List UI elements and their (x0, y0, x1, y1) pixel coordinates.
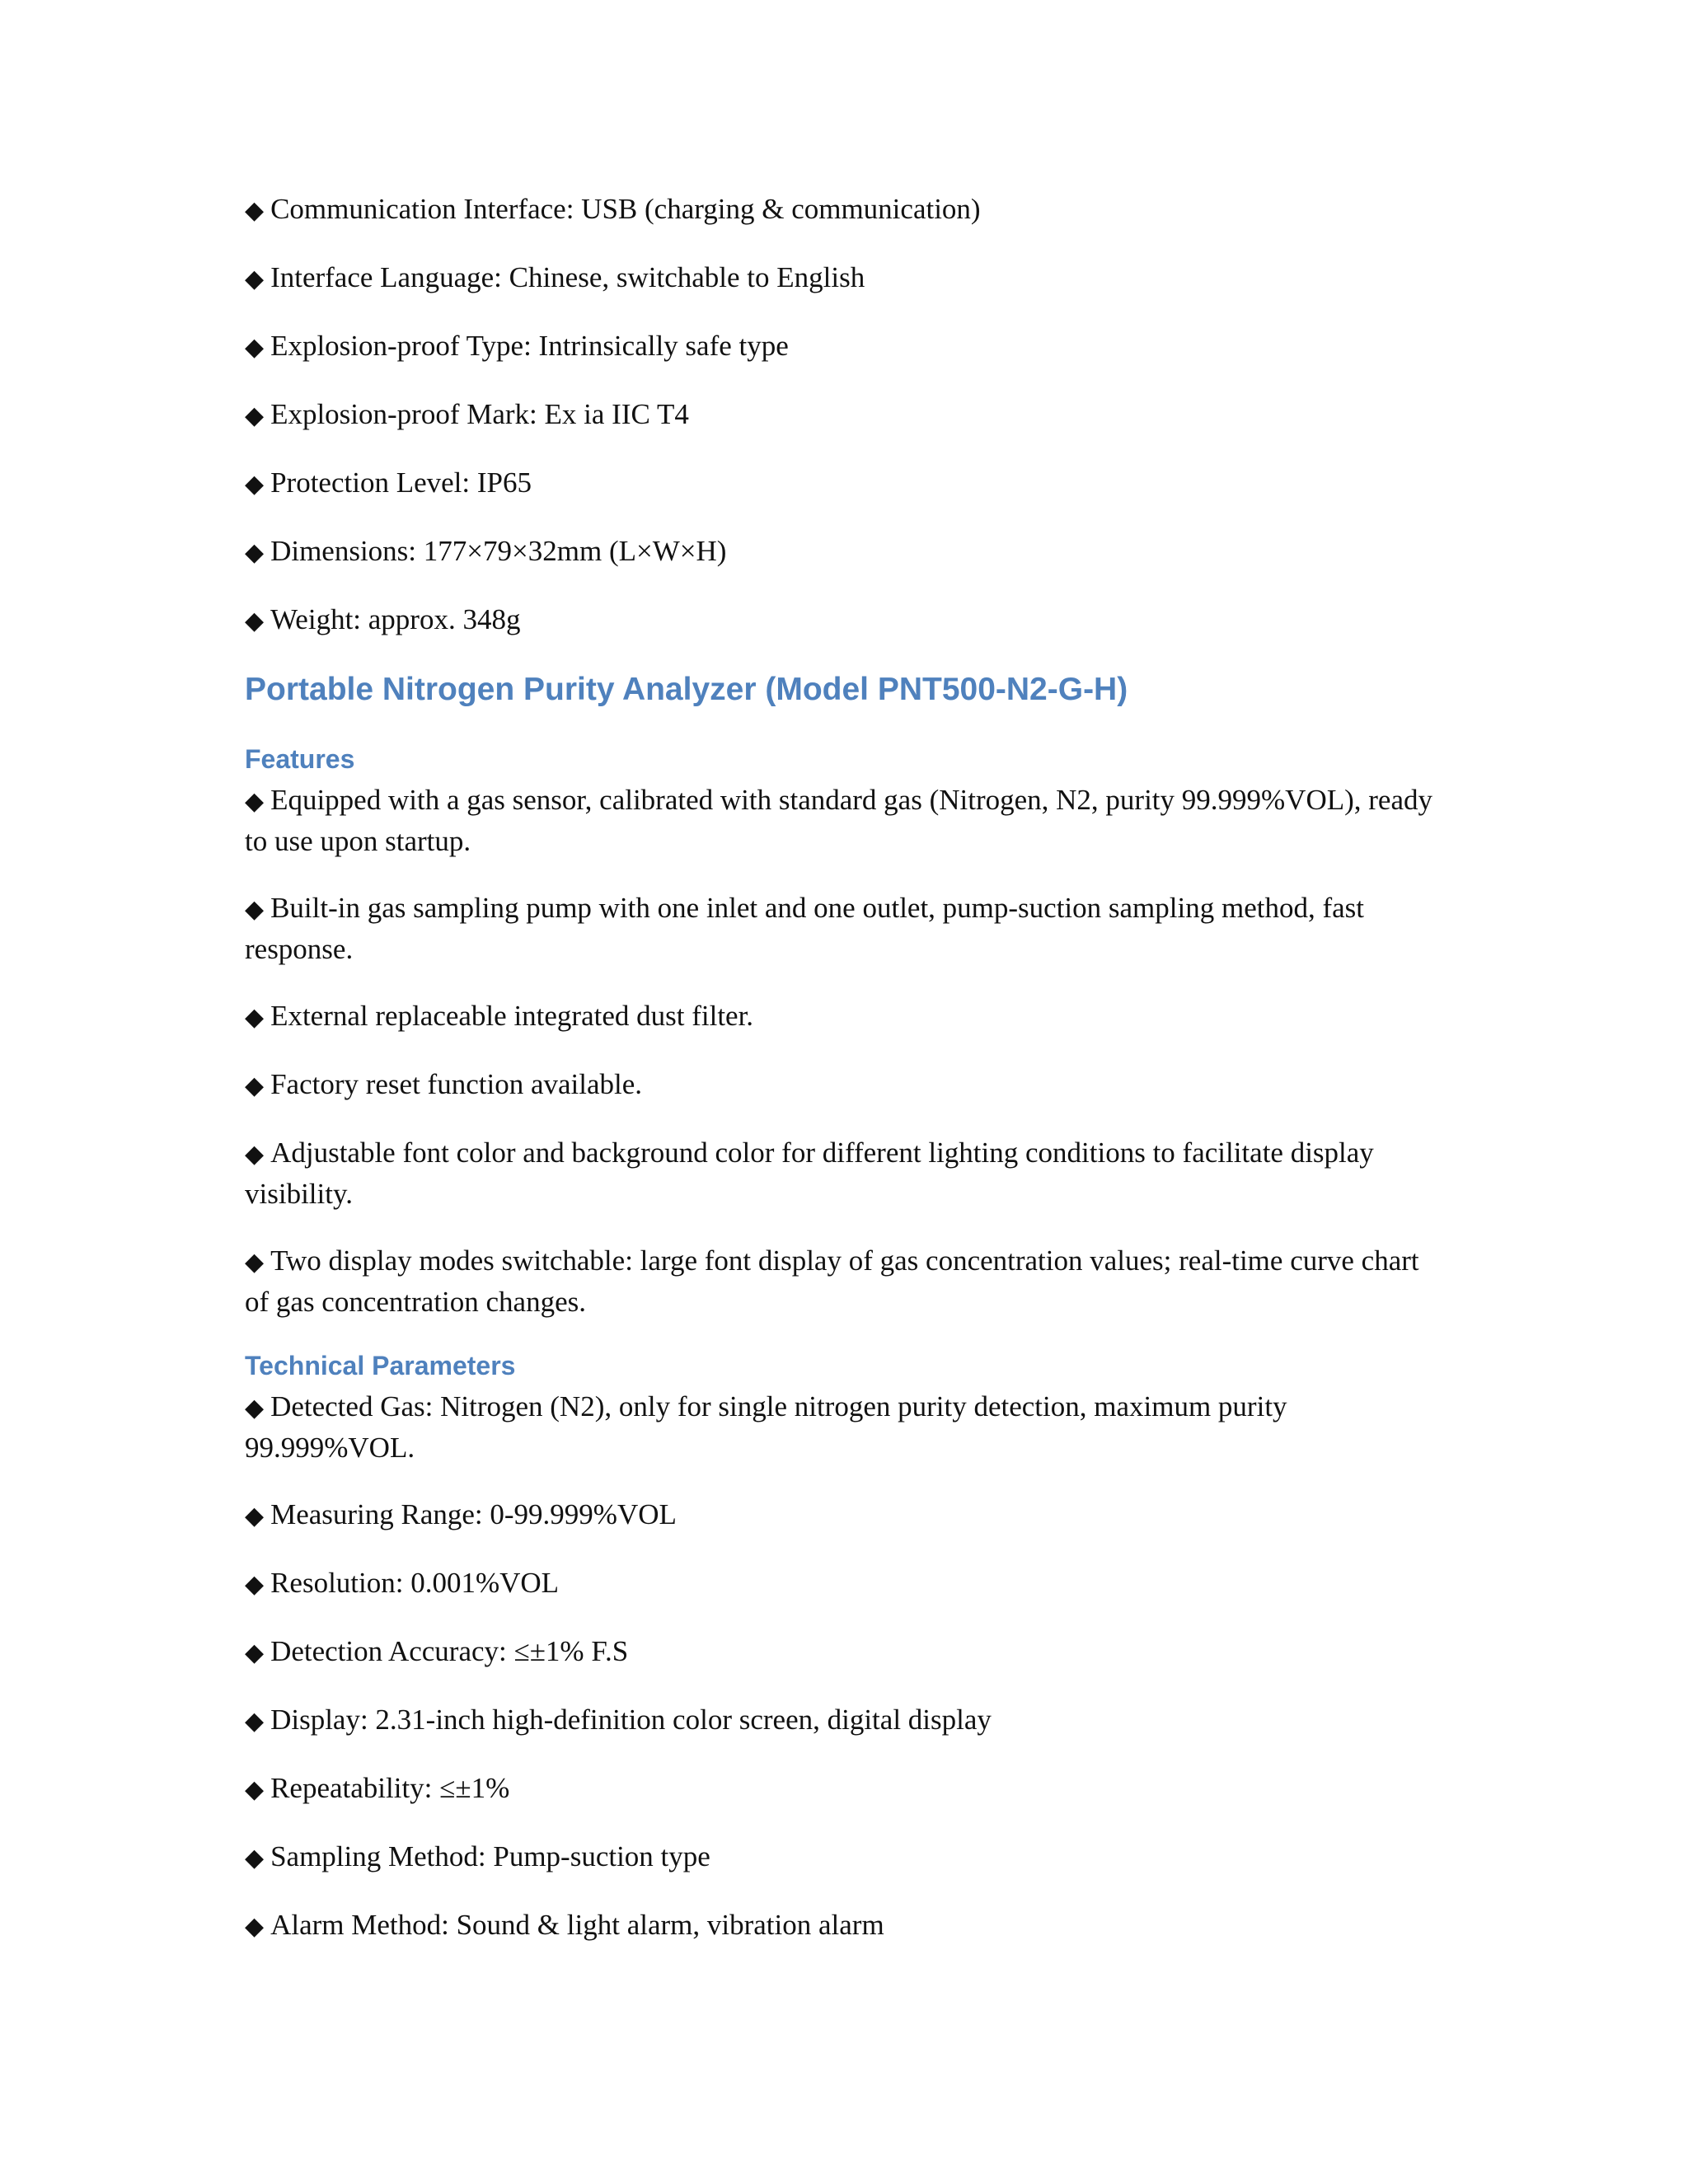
feature-item: ◆ Factory reset function available. (245, 1068, 643, 1100)
document-content (245, 190, 1448, 1974)
diamond-bullet-icon: ◆ (245, 1140, 265, 1169)
diamond-bullet-icon: ◆ (245, 538, 265, 567)
feature-item: ◆ Adjustable font color and background color for different lighting conditions to facilitate display visibility. (245, 1137, 1374, 1210)
parameter-item: ◆ Detection Accuracy: ≤±1% F.S (245, 1635, 629, 1667)
spec-item: ◆ Dimensions: 177×79×32mm (L×W×H) (245, 535, 727, 567)
diamond-bullet-icon: ◆ (245, 1638, 265, 1667)
diamond-bullet-icon: ◆ (245, 1502, 265, 1530)
diamond-bullet-icon: ◆ (245, 607, 265, 635)
diamond-bullet-icon: ◆ (245, 1248, 265, 1277)
diamond-bullet-icon: ◆ (245, 265, 265, 293)
diamond-bullet-icon: ◆ (245, 787, 265, 816)
feature-item: ◆ Two display modes switchable: large font display of gas concentration values; real-time curve chart of gas concentration changes. (245, 1244, 1419, 1318)
feature-item: ◆ Equipped with a gas sensor, calibrated with standard gas (Nitrogen, N2, purity 99.999%VOL), ready to use upon startup. (245, 784, 1432, 857)
diamond-bullet-icon: ◆ (245, 1394, 265, 1422)
technical-parameters-section (245, 1349, 1448, 1947)
diamond-bullet-icon: ◆ (245, 1071, 265, 1100)
diamond-bullet-icon: ◆ (245, 1003, 265, 1032)
parameter-item: ◆ Detected Gas: Nitrogen (N2), only for single nitrogen purity detection, maximum purity 99.999%VOL. (245, 1390, 1287, 1464)
parameter-item: ◆ Display: 2.31-inch high-definition color screen, digital display (245, 1704, 992, 1736)
product-title: Portable Nitrogen Purity Analyzer (Model PNT500-N2-G-H) (245, 672, 1128, 707)
features-section (245, 743, 1448, 1322)
diamond-bullet-icon: ◆ (245, 470, 265, 499)
parameter-item: ◆ Measuring Range: 0-99.999%VOL (245, 1498, 677, 1530)
feature-item: ◆ Built-in gas sampling pump with one inlet and one outlet, pump-suction sampling method, fast response. (245, 892, 1365, 965)
diamond-bullet-icon: ◆ (245, 895, 265, 924)
spec-item: ◆ Explosion-proof Mark: Ex ia IIC T4 (245, 398, 689, 430)
diamond-bullet-icon: ◆ (245, 1707, 265, 1736)
parameter-item: ◆ Alarm Method: Sound & light alarm, vibration alarm (245, 1909, 884, 1941)
parameter-item: ◆ Sampling Method: Pump-suction type (245, 1840, 710, 1872)
diamond-bullet-icon: ◆ (245, 196, 265, 225)
diamond-bullet-icon: ◆ (245, 333, 265, 362)
diamond-bullet-icon: ◆ (245, 401, 265, 430)
feature-item: ◆ External replaceable integrated dust filter. (245, 1000, 754, 1032)
technical-parameters-heading: Technical Parameters (245, 1351, 516, 1380)
diamond-bullet-icon: ◆ (245, 1844, 265, 1872)
features-heading: Features (245, 744, 355, 774)
spec-item: ◆ Interface Language: Chinese, switchable to English (245, 261, 865, 293)
spec-item: ◆ Explosion-proof Type: Intrinsically safe type (245, 330, 789, 362)
diamond-bullet-icon: ◆ (245, 1775, 265, 1804)
diamond-bullet-icon: ◆ (245, 1912, 265, 1941)
parameter-item: ◆ Resolution: 0.001%VOL (245, 1567, 560, 1599)
parameter-item: ◆ Repeatability: ≤±1% (245, 1772, 510, 1804)
diamond-bullet-icon: ◆ (245, 1570, 265, 1599)
spec-item: ◆ Weight: approx. 348g (245, 603, 521, 635)
top-spec-list (245, 190, 1448, 641)
spec-item: ◆ Protection Level: IP65 (245, 466, 532, 499)
spec-item: ◆ Communication Interface: USB (charging & communication) (245, 193, 981, 225)
